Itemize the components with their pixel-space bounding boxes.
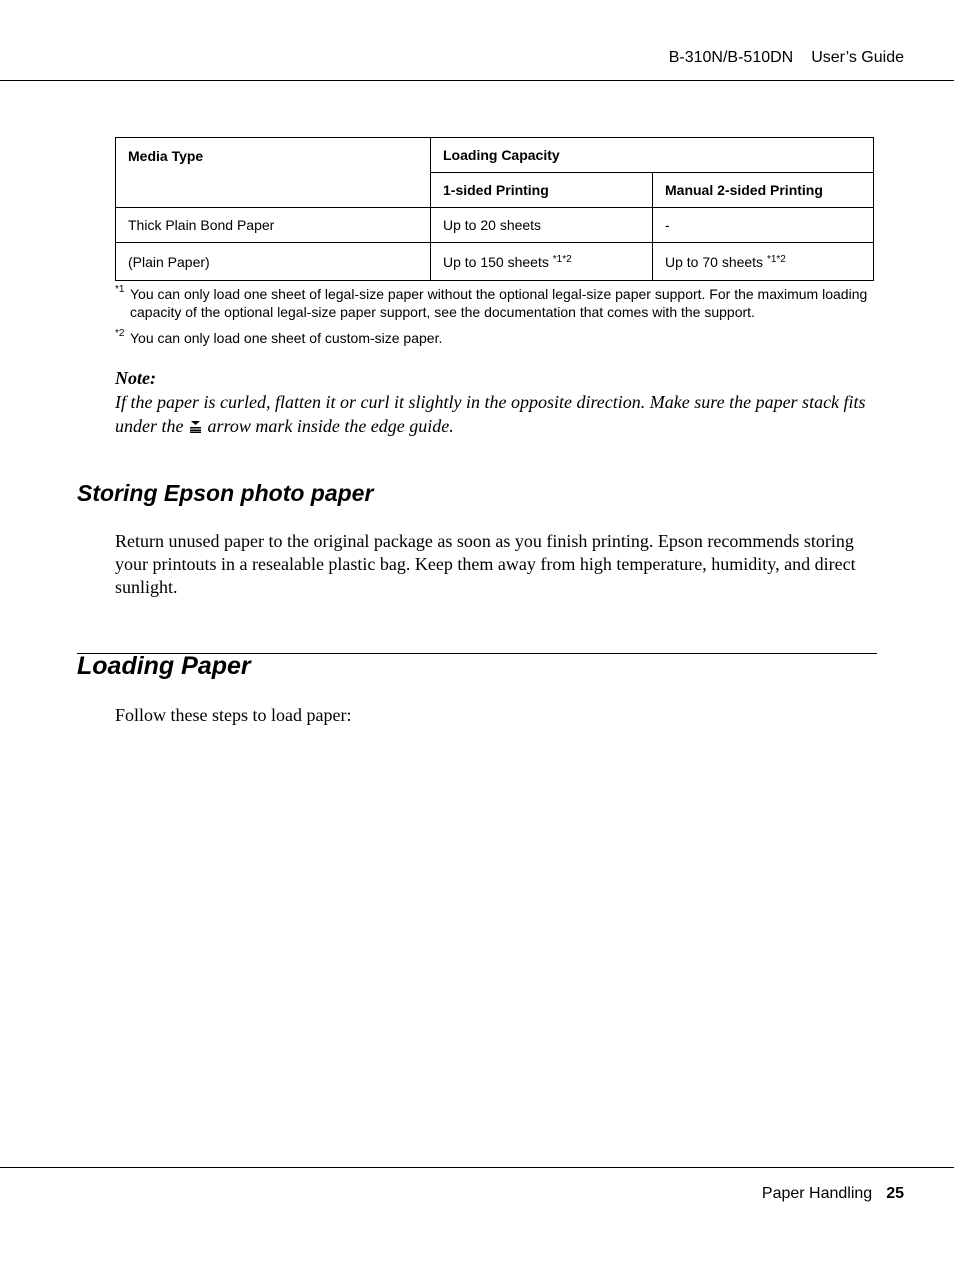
table-header-loading-capacity: Loading Capacity — [431, 138, 874, 173]
table-cell-2-sided: - — [653, 208, 874, 243]
footnote-1 — [115, 285, 885, 321]
table-cell-2-sided: Up to 70 sheets $^{*1*2}$ — [653, 243, 874, 281]
table-header-manual-2-sided: Manual 2-sided Printing — [653, 173, 874, 208]
table-row — [116, 208, 874, 243]
footnote-mark: *1 — [115, 284, 125, 295]
table-cell-media: Thick Plain Bond Paper — [116, 208, 431, 243]
header-guide-title: User’s Guide — [811, 49, 904, 66]
loading-paragraph: Follow these steps to load paper: — [115, 705, 352, 725]
header-divider — [0, 80, 954, 81]
footnote-ref: *1*2 — [766, 253, 786, 265]
footnote-text: You can only load one sheet of custom-size paper. — [130, 330, 443, 346]
header-model: B-310N/B-510DN — [668, 49, 794, 66]
page-footer — [762, 1185, 904, 1203]
note-body: If the paper is curled, flatten it or curl it slightly in the opposite direction. Make sure the paper stack fits under the arrow mark inside the edge guide. — [115, 392, 866, 436]
table-header-1-sided: 1-sided Printing — [431, 173, 653, 208]
table-header-media-type: Media Type — [116, 138, 431, 208]
table-cell-1-sided: Up to 150 sheets $^{*1*2}$ — [431, 243, 653, 281]
footer-divider — [0, 1167, 954, 1168]
loading-capacity-table — [115, 137, 874, 281]
footer-section: Paper Handling — [761, 1185, 873, 1202]
arrow-mark-icon — [190, 415, 201, 427]
note-title: Note: — [115, 368, 156, 388]
footnote-ref: *1*2 — [552, 253, 572, 265]
footnote-2 — [115, 329, 885, 347]
table-cell-media: (Plain Paper) — [116, 243, 431, 281]
table-cell-1-sided: Up to 20 sheets — [431, 208, 653, 243]
page-number: 25 — [886, 1185, 904, 1202]
footnote-mark: *2 — [115, 328, 125, 339]
table-row — [116, 243, 874, 281]
heading-storing-epson-photo-paper: Storing Epson photo paper — [77, 480, 374, 506]
footnote-text: You can only load one sheet of legal-size paper without the optional legal-size paper support. For the maximum loading capacity of the optional legal-size paper support, see the documentation that comes with the support. — [130, 286, 868, 320]
page-header — [669, 49, 904, 67]
storing-paragraph: Return unused paper to the original package as soon as you finish printing. Epson recommends storing your printouts in a resealable plastic bag. Keep them away from high temperature, humidity, and direct sunlight. — [115, 531, 856, 597]
heading-loading-paper: Loading Paper — [77, 652, 251, 680]
